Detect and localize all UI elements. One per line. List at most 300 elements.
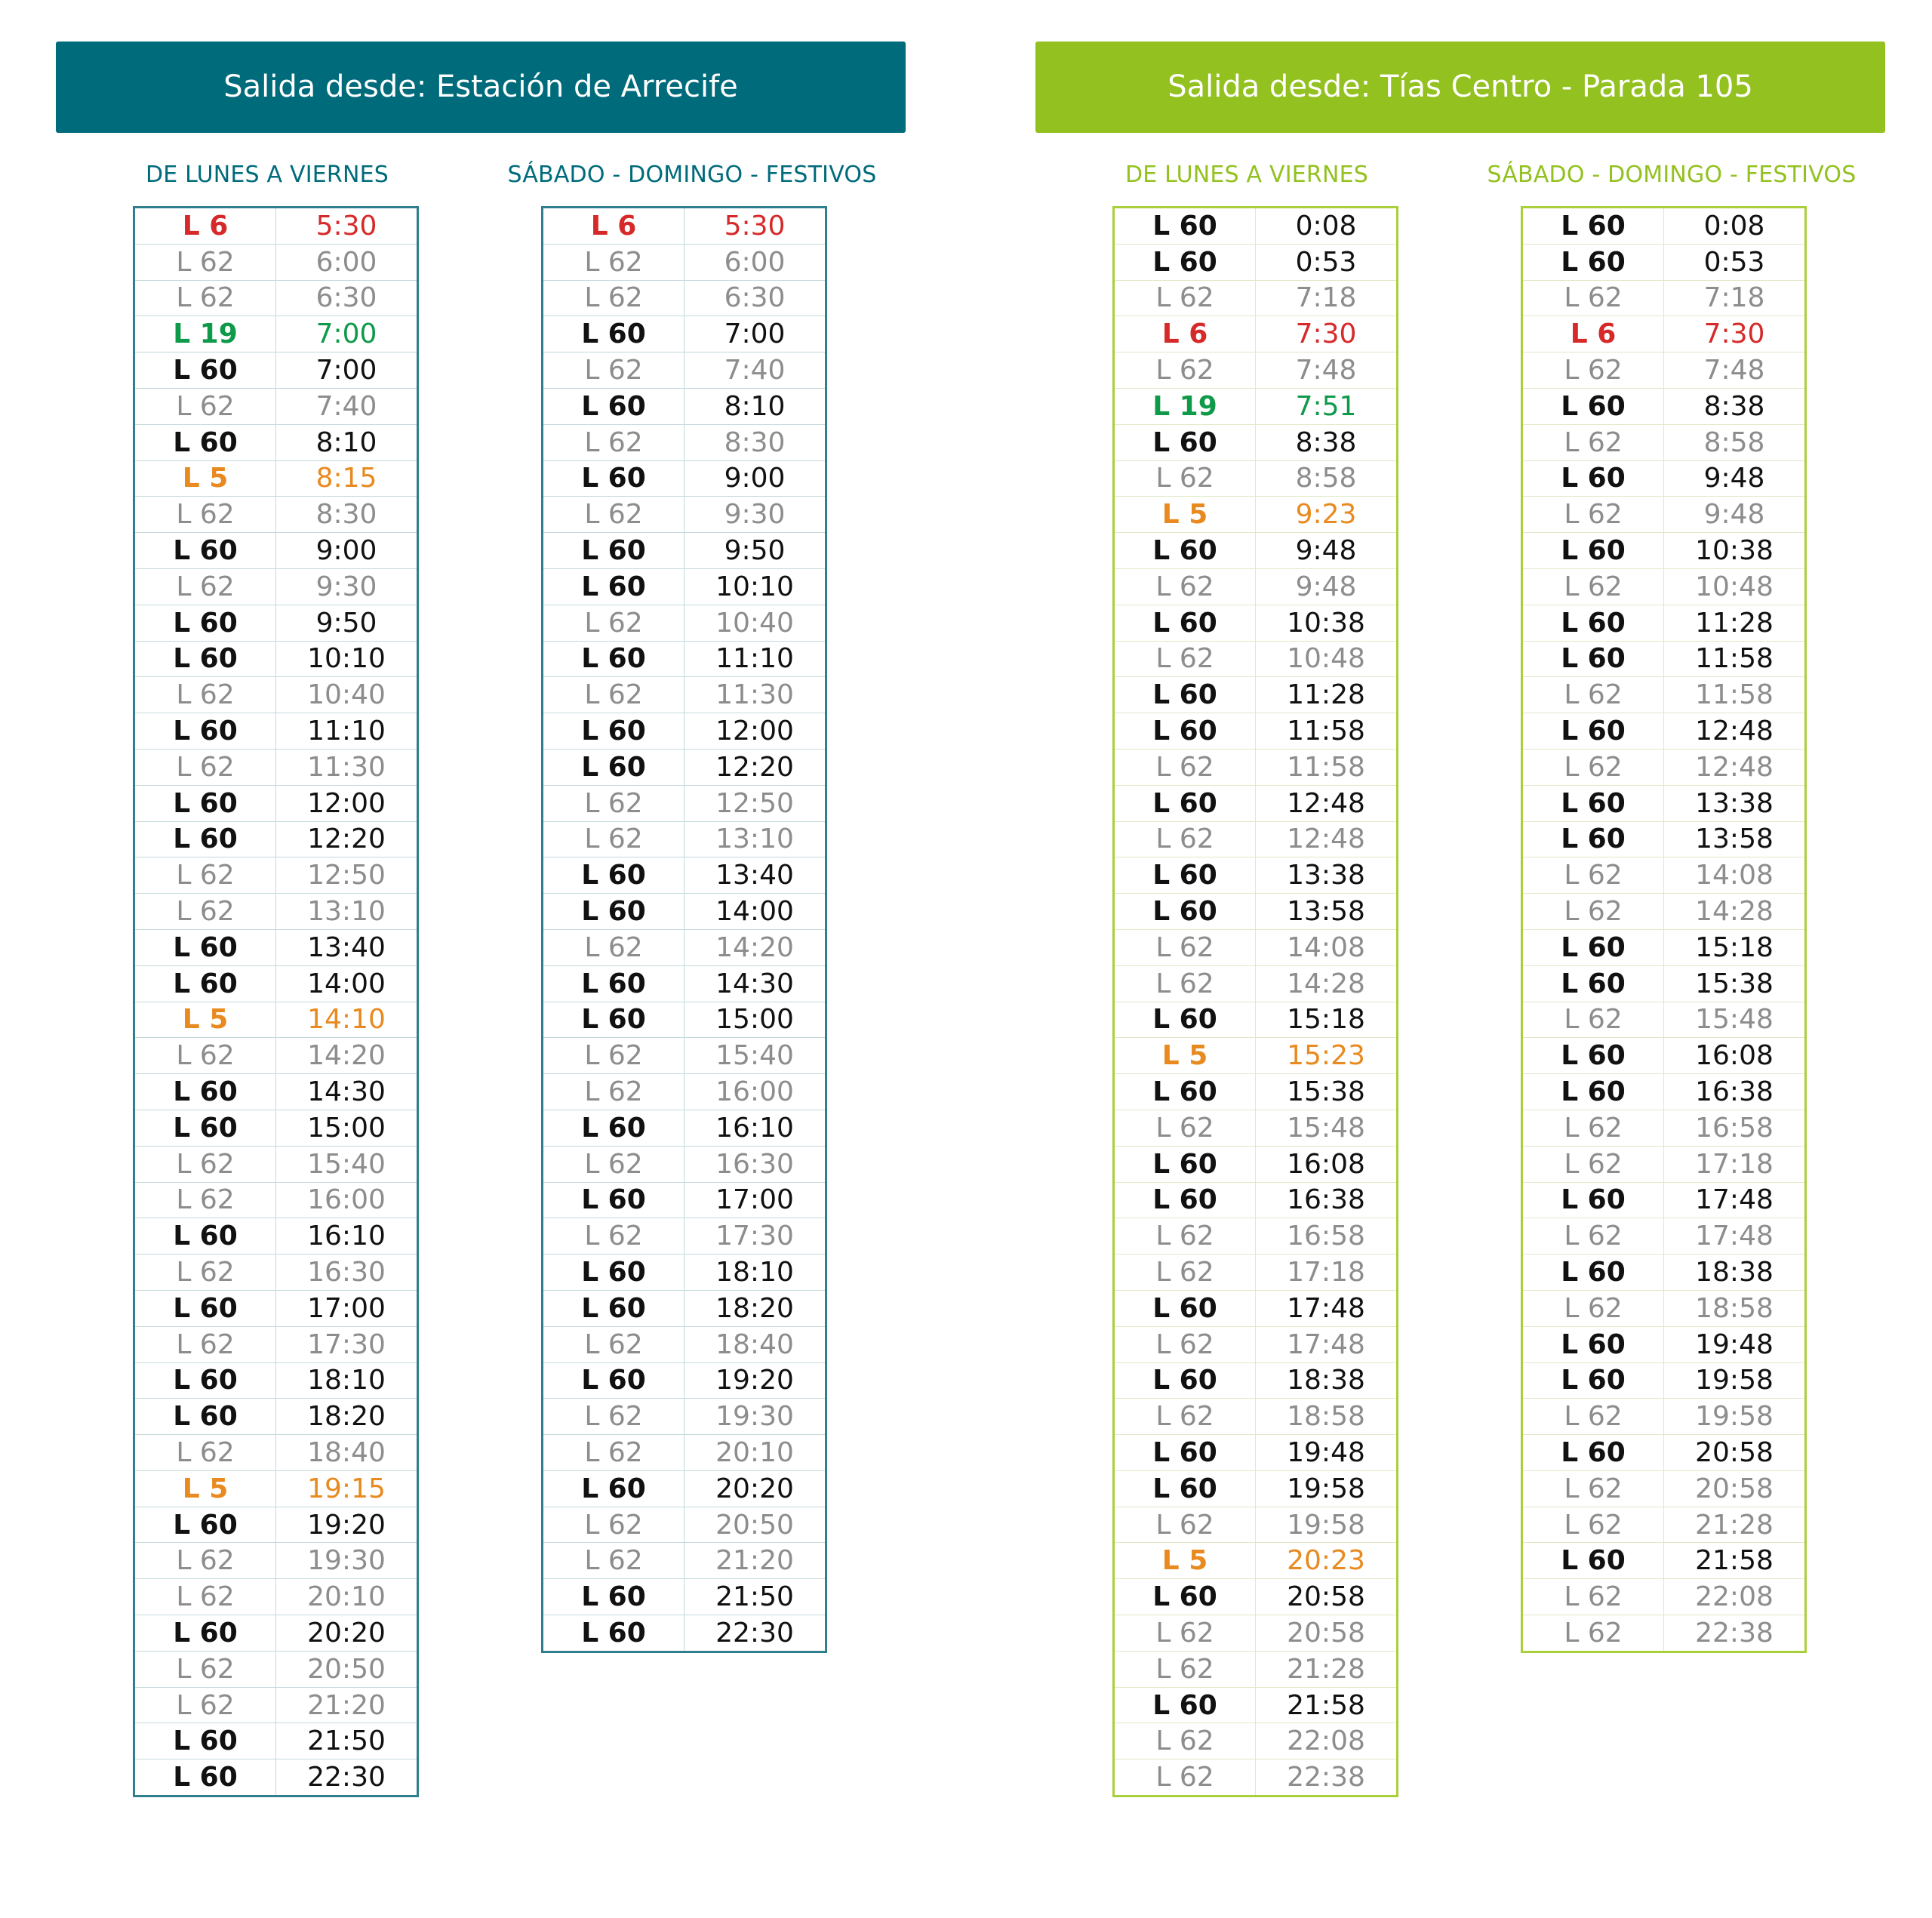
time-cell: 14:28 bbox=[1256, 965, 1398, 1002]
time-cell: 11:30 bbox=[685, 677, 826, 713]
line-cell: L 62 bbox=[543, 1218, 685, 1255]
time-cell: 10:10 bbox=[276, 641, 418, 677]
table-row bbox=[543, 1507, 826, 1543]
time-cell: 16:58 bbox=[1256, 1218, 1398, 1255]
table-row bbox=[543, 894, 826, 930]
time-cell: 11:28 bbox=[1664, 605, 1806, 641]
table-row bbox=[1522, 713, 1806, 750]
time-cell: 18:20 bbox=[685, 1290, 826, 1326]
line-cell: L 60 bbox=[1522, 1038, 1664, 1074]
line-cell: L 62 bbox=[543, 1074, 685, 1110]
time-cell: 9:30 bbox=[276, 568, 418, 605]
time-cell: 22:08 bbox=[1664, 1579, 1806, 1615]
line-cell: L 60 bbox=[1114, 1362, 1256, 1399]
table-row bbox=[1522, 677, 1806, 713]
line-cell: L 5 bbox=[1114, 1543, 1256, 1579]
line-cell: L 60 bbox=[1114, 605, 1256, 641]
time-cell: 19:15 bbox=[276, 1470, 418, 1507]
line-cell: L 60 bbox=[543, 460, 685, 497]
table-row bbox=[134, 713, 418, 750]
time-cell: 12:50 bbox=[276, 857, 418, 894]
time-cell: 12:50 bbox=[685, 785, 826, 821]
time-cell: 7:18 bbox=[1664, 280, 1806, 316]
panel-title: Salida desde: Estación de Arrecife bbox=[56, 42, 906, 133]
line-cell: L 62 bbox=[1522, 1579, 1664, 1615]
line-cell: L 60 bbox=[1114, 244, 1256, 280]
time-cell: 19:20 bbox=[685, 1362, 826, 1399]
line-cell: L 19 bbox=[134, 316, 276, 353]
table-row bbox=[134, 1579, 418, 1615]
line-cell: L 62 bbox=[1522, 677, 1664, 713]
table-row bbox=[1114, 280, 1398, 316]
time-cell: 19:58 bbox=[1256, 1470, 1398, 1507]
table-row bbox=[134, 1326, 418, 1362]
panel-tias bbox=[1035, 42, 1885, 1793]
table-row bbox=[1522, 316, 1806, 353]
line-cell: L 60 bbox=[543, 388, 685, 424]
time-cell: 7:30 bbox=[1256, 316, 1398, 353]
table-row bbox=[543, 533, 826, 569]
line-cell: L 5 bbox=[134, 1470, 276, 1507]
time-cell: 10:40 bbox=[685, 605, 826, 641]
table-row bbox=[543, 785, 826, 821]
table-row bbox=[134, 1759, 418, 1796]
time-cell: 6:30 bbox=[276, 280, 418, 316]
time-cell: 8:15 bbox=[276, 460, 418, 497]
line-cell: L 62 bbox=[134, 1146, 276, 1182]
time-cell: 15:38 bbox=[1256, 1074, 1398, 1110]
time-cell: 22:08 bbox=[1256, 1723, 1398, 1759]
table-row bbox=[1522, 1362, 1806, 1399]
line-cell: L 60 bbox=[1114, 785, 1256, 821]
table-row bbox=[1114, 388, 1398, 424]
table-row bbox=[134, 460, 418, 497]
table-row bbox=[1522, 1038, 1806, 1074]
time-cell: 19:48 bbox=[1664, 1326, 1806, 1362]
line-cell: L 60 bbox=[1114, 677, 1256, 713]
time-cell: 19:20 bbox=[276, 1507, 418, 1543]
time-cell: 20:20 bbox=[276, 1615, 418, 1652]
line-cell: L 62 bbox=[134, 1038, 276, 1074]
time-cell: 12:20 bbox=[685, 749, 826, 785]
time-cell: 20:10 bbox=[276, 1579, 418, 1615]
time-cell: 16:08 bbox=[1664, 1038, 1806, 1074]
line-cell: L 62 bbox=[543, 280, 685, 316]
table-row bbox=[543, 244, 826, 280]
table-row bbox=[1522, 460, 1806, 497]
line-cell: L 62 bbox=[1114, 568, 1256, 605]
time-cell: 6:00 bbox=[685, 244, 826, 280]
table-row bbox=[1114, 1759, 1398, 1796]
line-cell: L 60 bbox=[543, 1182, 685, 1218]
time-cell: 14:28 bbox=[1664, 894, 1806, 930]
table-row bbox=[1114, 857, 1398, 894]
line-cell: L 62 bbox=[1522, 1470, 1664, 1507]
time-cell: 20:58 bbox=[1256, 1579, 1398, 1615]
time-cell: 11:58 bbox=[1256, 713, 1398, 750]
table-row bbox=[134, 1543, 418, 1579]
time-cell: 10:48 bbox=[1256, 641, 1398, 677]
line-cell: L 60 bbox=[134, 1290, 276, 1326]
line-cell: L 60 bbox=[1114, 208, 1256, 245]
table-row bbox=[1114, 1435, 1398, 1471]
time-cell: 8:30 bbox=[685, 424, 826, 460]
line-cell: L 60 bbox=[134, 1615, 276, 1652]
time-cell: 21:20 bbox=[276, 1687, 418, 1723]
table-row bbox=[1114, 1290, 1398, 1326]
time-cell: 14:30 bbox=[685, 965, 826, 1002]
table-row bbox=[134, 749, 418, 785]
panel-arrecife bbox=[56, 42, 906, 1793]
line-cell: L 60 bbox=[134, 1507, 276, 1543]
line-cell: L 62 bbox=[134, 497, 276, 533]
table-row bbox=[543, 1146, 826, 1182]
line-cell: L 62 bbox=[1114, 1507, 1256, 1543]
line-cell: L 62 bbox=[1522, 857, 1664, 894]
time-cell: 18:20 bbox=[276, 1399, 418, 1435]
line-cell: L 60 bbox=[1114, 1146, 1256, 1182]
time-cell: 11:30 bbox=[276, 749, 418, 785]
line-cell: L 62 bbox=[1522, 1615, 1664, 1652]
table-row bbox=[543, 1362, 826, 1399]
line-cell: L 60 bbox=[134, 821, 276, 857]
time-cell: 16:10 bbox=[276, 1218, 418, 1255]
table-row bbox=[1522, 1002, 1806, 1038]
line-cell: L 60 bbox=[543, 857, 685, 894]
line-cell: L 62 bbox=[543, 677, 685, 713]
time-cell: 17:00 bbox=[685, 1182, 826, 1218]
table-row bbox=[1114, 1615, 1398, 1652]
time-cell: 15:18 bbox=[1256, 1002, 1398, 1038]
line-cell: L 60 bbox=[134, 1723, 276, 1759]
time-cell: 16:58 bbox=[1664, 1110, 1806, 1146]
time-cell: 9:23 bbox=[1256, 497, 1398, 533]
table-row bbox=[1114, 749, 1398, 785]
schedule-weekend bbox=[1460, 156, 1883, 1653]
time-cell: 22:38 bbox=[1664, 1615, 1806, 1652]
line-cell: L 62 bbox=[1522, 568, 1664, 605]
time-cell: 13:10 bbox=[276, 894, 418, 930]
table-row bbox=[1114, 1326, 1398, 1362]
line-cell: L 6 bbox=[543, 208, 685, 245]
line-cell: L 60 bbox=[134, 1218, 276, 1255]
time-cell: 21:28 bbox=[1256, 1651, 1398, 1687]
time-cell: 15:00 bbox=[685, 1002, 826, 1038]
table-row bbox=[1522, 894, 1806, 930]
time-cell: 21:50 bbox=[685, 1579, 826, 1615]
line-cell: L 60 bbox=[543, 1002, 685, 1038]
time-cell: 7:18 bbox=[1256, 280, 1398, 316]
table-row bbox=[1522, 605, 1806, 641]
schedule-weekdays bbox=[1035, 156, 1458, 1797]
time-cell: 12:00 bbox=[685, 713, 826, 750]
line-cell: L 60 bbox=[134, 1399, 276, 1435]
time-cell: 0:08 bbox=[1256, 208, 1398, 245]
line-cell: L 60 bbox=[1114, 713, 1256, 750]
time-cell: 11:10 bbox=[276, 713, 418, 750]
table-row bbox=[1114, 497, 1398, 533]
time-cell: 14:08 bbox=[1256, 929, 1398, 965]
table-row bbox=[1114, 353, 1398, 389]
schedule-weekdays bbox=[56, 156, 478, 1797]
time-cell: 9:50 bbox=[685, 533, 826, 569]
table-row bbox=[134, 1651, 418, 1687]
time-cell: 21:58 bbox=[1664, 1543, 1806, 1579]
time-cell: 8:10 bbox=[685, 388, 826, 424]
time-cell: 22:38 bbox=[1256, 1759, 1398, 1796]
time-cell: 7:00 bbox=[685, 316, 826, 353]
line-cell: L 60 bbox=[134, 965, 276, 1002]
table-row bbox=[543, 424, 826, 460]
table-row bbox=[1114, 1362, 1398, 1399]
table-row bbox=[134, 1110, 418, 1146]
time-cell: 11:58 bbox=[1664, 677, 1806, 713]
time-cell: 18:10 bbox=[685, 1255, 826, 1291]
line-cell: L 62 bbox=[1114, 1326, 1256, 1362]
time-cell: 17:48 bbox=[1256, 1326, 1398, 1362]
table-row bbox=[1114, 1110, 1398, 1146]
line-cell: L 62 bbox=[1522, 1507, 1664, 1543]
time-cell: 12:48 bbox=[1256, 821, 1398, 857]
line-cell: L 62 bbox=[1522, 1110, 1664, 1146]
time-cell: 20:50 bbox=[685, 1507, 826, 1543]
time-cell: 16:38 bbox=[1256, 1182, 1398, 1218]
line-cell: L 60 bbox=[134, 533, 276, 569]
line-cell: L 62 bbox=[1114, 965, 1256, 1002]
line-cell: L 60 bbox=[134, 424, 276, 460]
table-row bbox=[543, 1399, 826, 1435]
line-cell: L 62 bbox=[1522, 1146, 1664, 1182]
time-cell: 21:50 bbox=[276, 1723, 418, 1759]
table-row bbox=[134, 424, 418, 460]
line-cell: L 60 bbox=[1522, 1326, 1664, 1362]
table-row bbox=[1114, 568, 1398, 605]
line-cell: L 62 bbox=[134, 1651, 276, 1687]
time-cell: 7:51 bbox=[1256, 388, 1398, 424]
table-row bbox=[1522, 785, 1806, 821]
time-cell: 14:20 bbox=[276, 1038, 418, 1074]
time-cell: 15:00 bbox=[276, 1110, 418, 1146]
panel-title: Salida desde: Tías Centro - Parada 105 bbox=[1035, 42, 1885, 133]
table-row bbox=[543, 1038, 826, 1074]
line-cell: L 60 bbox=[1522, 1362, 1664, 1399]
table-row bbox=[543, 749, 826, 785]
time-cell: 20:23 bbox=[1256, 1543, 1398, 1579]
time-cell: 19:58 bbox=[1664, 1362, 1806, 1399]
line-cell: L 60 bbox=[543, 641, 685, 677]
table-row bbox=[543, 677, 826, 713]
table-row bbox=[1114, 1687, 1398, 1723]
time-cell: 7:00 bbox=[276, 353, 418, 389]
table-row bbox=[134, 677, 418, 713]
column-title: DE LUNES A VIERNES bbox=[145, 162, 389, 188]
table-row bbox=[1522, 568, 1806, 605]
time-cell: 16:00 bbox=[276, 1182, 418, 1218]
table-row bbox=[134, 1723, 418, 1759]
table-row bbox=[1114, 1651, 1398, 1687]
time-cell: 8:38 bbox=[1256, 424, 1398, 460]
time-cell: 13:38 bbox=[1256, 857, 1398, 894]
time-cell: 12:20 bbox=[276, 821, 418, 857]
time-cell: 11:58 bbox=[1256, 749, 1398, 785]
time-cell: 16:00 bbox=[685, 1074, 826, 1110]
table-row bbox=[1522, 1507, 1806, 1543]
line-cell: L 60 bbox=[1114, 533, 1256, 569]
line-cell: L 5 bbox=[1114, 497, 1256, 533]
time-cell: 9:00 bbox=[685, 460, 826, 497]
table-row bbox=[134, 533, 418, 569]
time-cell: 18:58 bbox=[1256, 1399, 1398, 1435]
table-row bbox=[543, 1218, 826, 1255]
table-row bbox=[1114, 1074, 1398, 1110]
time-cell: 15:48 bbox=[1256, 1110, 1398, 1146]
line-cell: L 62 bbox=[134, 894, 276, 930]
time-cell: 9:48 bbox=[1664, 497, 1806, 533]
time-cell: 12:48 bbox=[1664, 713, 1806, 750]
table-row bbox=[134, 785, 418, 821]
table-row bbox=[134, 280, 418, 316]
time-cell: 7:40 bbox=[276, 388, 418, 424]
time-cell: 20:50 bbox=[276, 1651, 418, 1687]
table-row bbox=[543, 1326, 826, 1362]
line-cell: L 62 bbox=[1114, 1759, 1256, 1796]
time-cell: 14:00 bbox=[276, 965, 418, 1002]
line-cell: L 62 bbox=[1522, 749, 1664, 785]
line-cell: L 62 bbox=[1114, 280, 1256, 316]
line-cell: L 60 bbox=[1114, 1074, 1256, 1110]
line-cell: L 62 bbox=[543, 1543, 685, 1579]
table-row bbox=[543, 713, 826, 750]
line-cell: L 62 bbox=[543, 353, 685, 389]
table-row bbox=[543, 353, 826, 389]
time-cell: 20:58 bbox=[1664, 1470, 1806, 1507]
time-cell: 15:23 bbox=[1256, 1038, 1398, 1074]
line-cell: L 60 bbox=[543, 316, 685, 353]
line-cell: L 60 bbox=[1522, 388, 1664, 424]
time-cell: 20:10 bbox=[685, 1435, 826, 1471]
table-row bbox=[1522, 821, 1806, 857]
line-cell: L 62 bbox=[1522, 1290, 1664, 1326]
table-row bbox=[543, 1074, 826, 1110]
table-row bbox=[134, 1182, 418, 1218]
line-cell: L 62 bbox=[134, 1435, 276, 1471]
line-cell: L 60 bbox=[1522, 1182, 1664, 1218]
time-cell: 13:10 bbox=[685, 821, 826, 857]
time-cell: 18:40 bbox=[276, 1435, 418, 1471]
line-cell: L 60 bbox=[1114, 1579, 1256, 1615]
line-cell: L 60 bbox=[134, 785, 276, 821]
line-cell: L 60 bbox=[134, 929, 276, 965]
line-cell: L 62 bbox=[1114, 460, 1256, 497]
time-cell: 16:08 bbox=[1256, 1146, 1398, 1182]
time-cell: 10:48 bbox=[1664, 568, 1806, 605]
line-cell: L 60 bbox=[1114, 1182, 1256, 1218]
line-cell: L 62 bbox=[1114, 1399, 1256, 1435]
table-row bbox=[1522, 388, 1806, 424]
time-cell: 14:10 bbox=[276, 1002, 418, 1038]
table-row bbox=[1114, 208, 1398, 245]
line-cell: L 62 bbox=[543, 244, 685, 280]
table-row bbox=[1522, 1255, 1806, 1291]
line-cell: L 62 bbox=[543, 785, 685, 821]
time-cell: 0:08 bbox=[1664, 208, 1806, 245]
time-cell: 14:20 bbox=[685, 929, 826, 965]
table-row bbox=[1522, 280, 1806, 316]
line-cell: L 60 bbox=[543, 1470, 685, 1507]
table-row bbox=[1522, 1182, 1806, 1218]
line-cell: L 60 bbox=[543, 1110, 685, 1146]
table-row bbox=[1114, 1470, 1398, 1507]
time-cell: 7:30 bbox=[1664, 316, 1806, 353]
table-row bbox=[134, 1218, 418, 1255]
table-row bbox=[543, 1579, 826, 1615]
table-row bbox=[134, 1002, 418, 1038]
line-cell: L 60 bbox=[1522, 605, 1664, 641]
table-row bbox=[543, 641, 826, 677]
line-cell: L 62 bbox=[1114, 1723, 1256, 1759]
column-title: SÁBADO - DOMINGO - FESTIVOS bbox=[1487, 162, 1857, 188]
line-cell: L 60 bbox=[134, 641, 276, 677]
line-cell: L 6 bbox=[1114, 316, 1256, 353]
line-cell: L 60 bbox=[543, 965, 685, 1002]
line-cell: L 60 bbox=[1522, 1543, 1664, 1579]
table-row bbox=[543, 388, 826, 424]
time-cell: 9:30 bbox=[685, 497, 826, 533]
table-row bbox=[1522, 1579, 1806, 1615]
time-cell: 11:10 bbox=[685, 641, 826, 677]
table-row bbox=[1114, 821, 1398, 857]
line-cell: L 62 bbox=[1114, 1110, 1256, 1146]
line-cell: L 60 bbox=[543, 1615, 685, 1652]
table-row bbox=[1114, 785, 1398, 821]
table-row bbox=[1522, 1399, 1806, 1435]
line-cell: L 62 bbox=[543, 1326, 685, 1362]
line-cell: L 5 bbox=[134, 460, 276, 497]
line-cell: L 62 bbox=[1522, 1218, 1664, 1255]
line-cell: L 62 bbox=[1522, 894, 1664, 930]
time-cell: 0:53 bbox=[1256, 244, 1398, 280]
table-row bbox=[543, 821, 826, 857]
table-row bbox=[134, 1074, 418, 1110]
line-cell: L 60 bbox=[543, 1579, 685, 1615]
line-cell: L 60 bbox=[1522, 821, 1664, 857]
time-cell: 21:20 bbox=[685, 1543, 826, 1579]
line-cell: L 62 bbox=[134, 1182, 276, 1218]
line-cell: L 60 bbox=[1114, 1687, 1256, 1723]
time-cell: 9:48 bbox=[1256, 533, 1398, 569]
table-row bbox=[1522, 1218, 1806, 1255]
time-cell: 10:38 bbox=[1664, 533, 1806, 569]
table-row bbox=[134, 894, 418, 930]
table-row bbox=[134, 316, 418, 353]
table-row bbox=[134, 208, 418, 245]
time-cell: 9:00 bbox=[276, 533, 418, 569]
line-cell: L 62 bbox=[1522, 1002, 1664, 1038]
line-cell: L 62 bbox=[1114, 641, 1256, 677]
table-row bbox=[1522, 929, 1806, 965]
time-cell: 13:58 bbox=[1256, 894, 1398, 930]
line-cell: L 60 bbox=[134, 605, 276, 641]
line-cell: L 62 bbox=[1522, 497, 1664, 533]
line-cell: L 62 bbox=[543, 497, 685, 533]
time-cell: 20:58 bbox=[1664, 1435, 1806, 1471]
table-row bbox=[134, 244, 418, 280]
table-row bbox=[134, 929, 418, 965]
table-row bbox=[1114, 1218, 1398, 1255]
line-cell: L 60 bbox=[134, 353, 276, 389]
time-cell: 19:30 bbox=[685, 1399, 826, 1435]
table-row bbox=[543, 1290, 826, 1326]
